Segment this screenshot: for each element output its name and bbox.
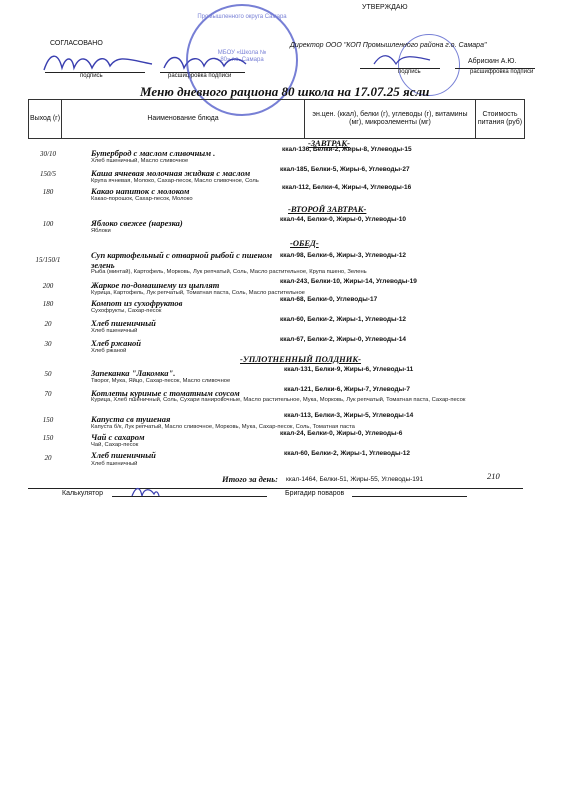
item-nutrition: ккал-185, Белки-5, Жиры-6, Углеводы-27 — [280, 166, 410, 173]
item-output: 70 — [44, 390, 52, 398]
item-nutrition: ккал-98, Белки-6, Жиры-3, Углеводы-12 — [280, 252, 406, 259]
item-output: 20 — [44, 320, 52, 328]
item-name: Котлеты куриные с томатным соусом — [91, 388, 240, 398]
item-ingredients: Творог, Мука, Яйцо, Сахар-песок, Масло сливочное — [91, 378, 231, 384]
page-title: Меню дневного рациона 80 школа на 17.07.25 ясли — [140, 84, 430, 99]
item-ingredients: Капуста б/к, Лук репчатый, Масло сливочное, Морковь, Мука, Сахар-песок, Соль, Томатная паста — [91, 424, 355, 430]
item-nutrition: ккал-60, Белки-2, Жиры-1, Углеводы-12 — [284, 450, 410, 457]
item-ingredients: Крупа ячневая, Молоко, Сахар-песок, Масло сливочное, Соль — [91, 178, 259, 184]
item-ingredients: Хлеб пшеничный, Масло сливочное — [91, 158, 189, 164]
item-name: Запеканка "Лакомка". — [91, 368, 176, 378]
item-name: Бутерброд с маслом сливочным . — [91, 148, 216, 158]
section-title: -ВТОРОЙ ЗАВТРАК- — [288, 204, 367, 214]
item-name: Хлеб ржаной — [91, 338, 142, 348]
calculator-label: Калькулятор — [62, 490, 103, 497]
item-nutrition: ккал-44, Белки-0, Жиры-0, Углеводы-10 — [280, 216, 406, 223]
item-ingredients: Хлеб пшеничный — [91, 328, 138, 334]
table-header — [28, 99, 525, 139]
header-output: Выход (г) — [29, 100, 62, 138]
item-output: 30 — [44, 340, 52, 348]
item-name: Компот из сухофруктов — [91, 298, 183, 308]
agreed-label: СОГЛАСОВАНО — [50, 40, 103, 47]
item-output: 180 — [42, 300, 54, 308]
item-nutrition: ккал-67, Белки-2, Жиры-0, Углеводы-14 — [280, 336, 406, 343]
item-output: 50 — [44, 370, 52, 378]
section-title: -ОБЕД- — [290, 238, 319, 248]
item-ingredients: Сухофрукты, Сахар-песок — [91, 308, 162, 314]
approver-name: Абрискин А.Ю. — [468, 58, 517, 65]
item-nutrition: ккал-112, Белки-4, Жиры-4, Углеводы-16 — [282, 184, 412, 191]
item-name: Яблоко свежее (нарезка) — [91, 218, 183, 228]
signature-right — [370, 50, 440, 70]
signature-caption: подпись — [80, 73, 103, 79]
item-nutrition: ккал-60, Белки-2, Жиры-1, Углеводы-12 — [280, 316, 406, 323]
item-ingredients: Хлеб ржаной — [91, 348, 127, 354]
decode-caption: расшифровка подписи — [168, 73, 232, 79]
item-name: Каша ячневая молочная жидкая с маслом — [91, 168, 251, 178]
item-ingredients: Яблоки — [91, 228, 111, 234]
item-ingredients: Курица, Картофель, Лук репчатый, Томатная паста, Соль, Масло растительное — [91, 290, 305, 296]
item-name: Суп картофельный с отварной рыбой с пшеном зелень — [91, 250, 273, 270]
header-dish-name: Наименование блюда — [62, 100, 305, 138]
item-nutrition: ккал-121, Белки-6, Жиры-7, Углеводы-7 — [284, 386, 410, 393]
item-name: Капуста св тушеная — [91, 414, 171, 424]
section-title: -УПЛОТНЕННЫЙ ПОЛДНИК- — [240, 354, 361, 364]
item-output: 150 — [42, 416, 54, 424]
item-nutrition: ккал-68, Белки-0, Углеводы-17 — [280, 296, 378, 303]
section-title: -ЗАВТРАК- — [308, 138, 350, 148]
director-text: Директор ООО "КОП Промышленного района г.о. Самара" — [290, 42, 487, 49]
item-name: Чай с сахаром — [91, 432, 145, 442]
item-output: 20 — [44, 454, 52, 462]
item-output: 150/5 — [40, 170, 56, 178]
item-nutrition: ккал-136, Белки-2, Жиры-8, Углеводы-15 — [282, 146, 412, 153]
item-name: Жаркое по-домашнему из цыплят — [91, 280, 220, 290]
total-label: Итого за день: — [222, 474, 278, 484]
item-nutrition: ккал-24, Белки-0, Жиры-0, Углеводы-6 — [280, 430, 403, 437]
total-cost: 210 — [487, 471, 500, 481]
item-output: 30/10 — [40, 150, 56, 158]
item-output: 15/150/1 — [35, 256, 61, 264]
approved-label: УТВЕРЖДАЮ — [362, 4, 408, 11]
item-name: Какао напиток с молоком — [91, 186, 190, 196]
approver-decode-caption: расшифровка подписи — [470, 69, 534, 75]
item-output: 180 — [42, 188, 54, 196]
stamp-text: Промышленного округа Самара — [197, 14, 287, 20]
item-output: 200 — [42, 282, 54, 290]
item-ingredients: Курица, Хлеб пшеничный, Соль, Сухари панировочные, Масло растительное, Мука, Морковь, Лук репчатый, Томатная паста, Сахар-песок — [91, 397, 466, 403]
item-output: 150 — [42, 434, 54, 442]
item-ingredients: Какао-порошок, Сахар-песок, Молоко — [91, 196, 193, 202]
stamp-center: МБОУ «Школа № 80» г.о. Самара — [217, 50, 267, 63]
item-ingredients: Хлеб пшеничный — [91, 461, 138, 467]
item-nutrition: ккал-243, Белки-10, Жиры-14, Углеводы-19 — [280, 278, 417, 285]
item-name: Хлеб пшеничный — [91, 318, 156, 328]
item-ingredients: Рыба (минтай), Картофель, Морковь, Лук репчатый, Соль, Масло растительное, Крупа пшено, Зелень — [91, 269, 367, 275]
item-ingredients: Чай, Сахар-песок — [91, 442, 139, 448]
item-nutrition: ккал-113, Белки-3, Жиры-5, Углеводы-14 — [284, 412, 414, 419]
chef-label: Бригадир поваров — [285, 490, 345, 497]
approver-signature-caption: подпись — [398, 69, 421, 75]
item-nutrition: ккал-131, Белки-9, Жиры-6, Углеводы-11 — [284, 366, 414, 373]
header-nutrition: эн.цен. (ккал), белки (г), углеводы (г), витамины (мг), микроэлементы (мг) — [305, 100, 476, 138]
header-cost: Стоимость питания (руб) — [477, 111, 523, 126]
item-output: 100 — [42, 220, 54, 228]
calculator-signature — [130, 484, 160, 500]
total-nutrition: ккал-1464, Белки-51, Жиры-55, Углеводы-191 — [286, 476, 424, 483]
item-name: Хлеб пшеничный — [91, 450, 156, 460]
